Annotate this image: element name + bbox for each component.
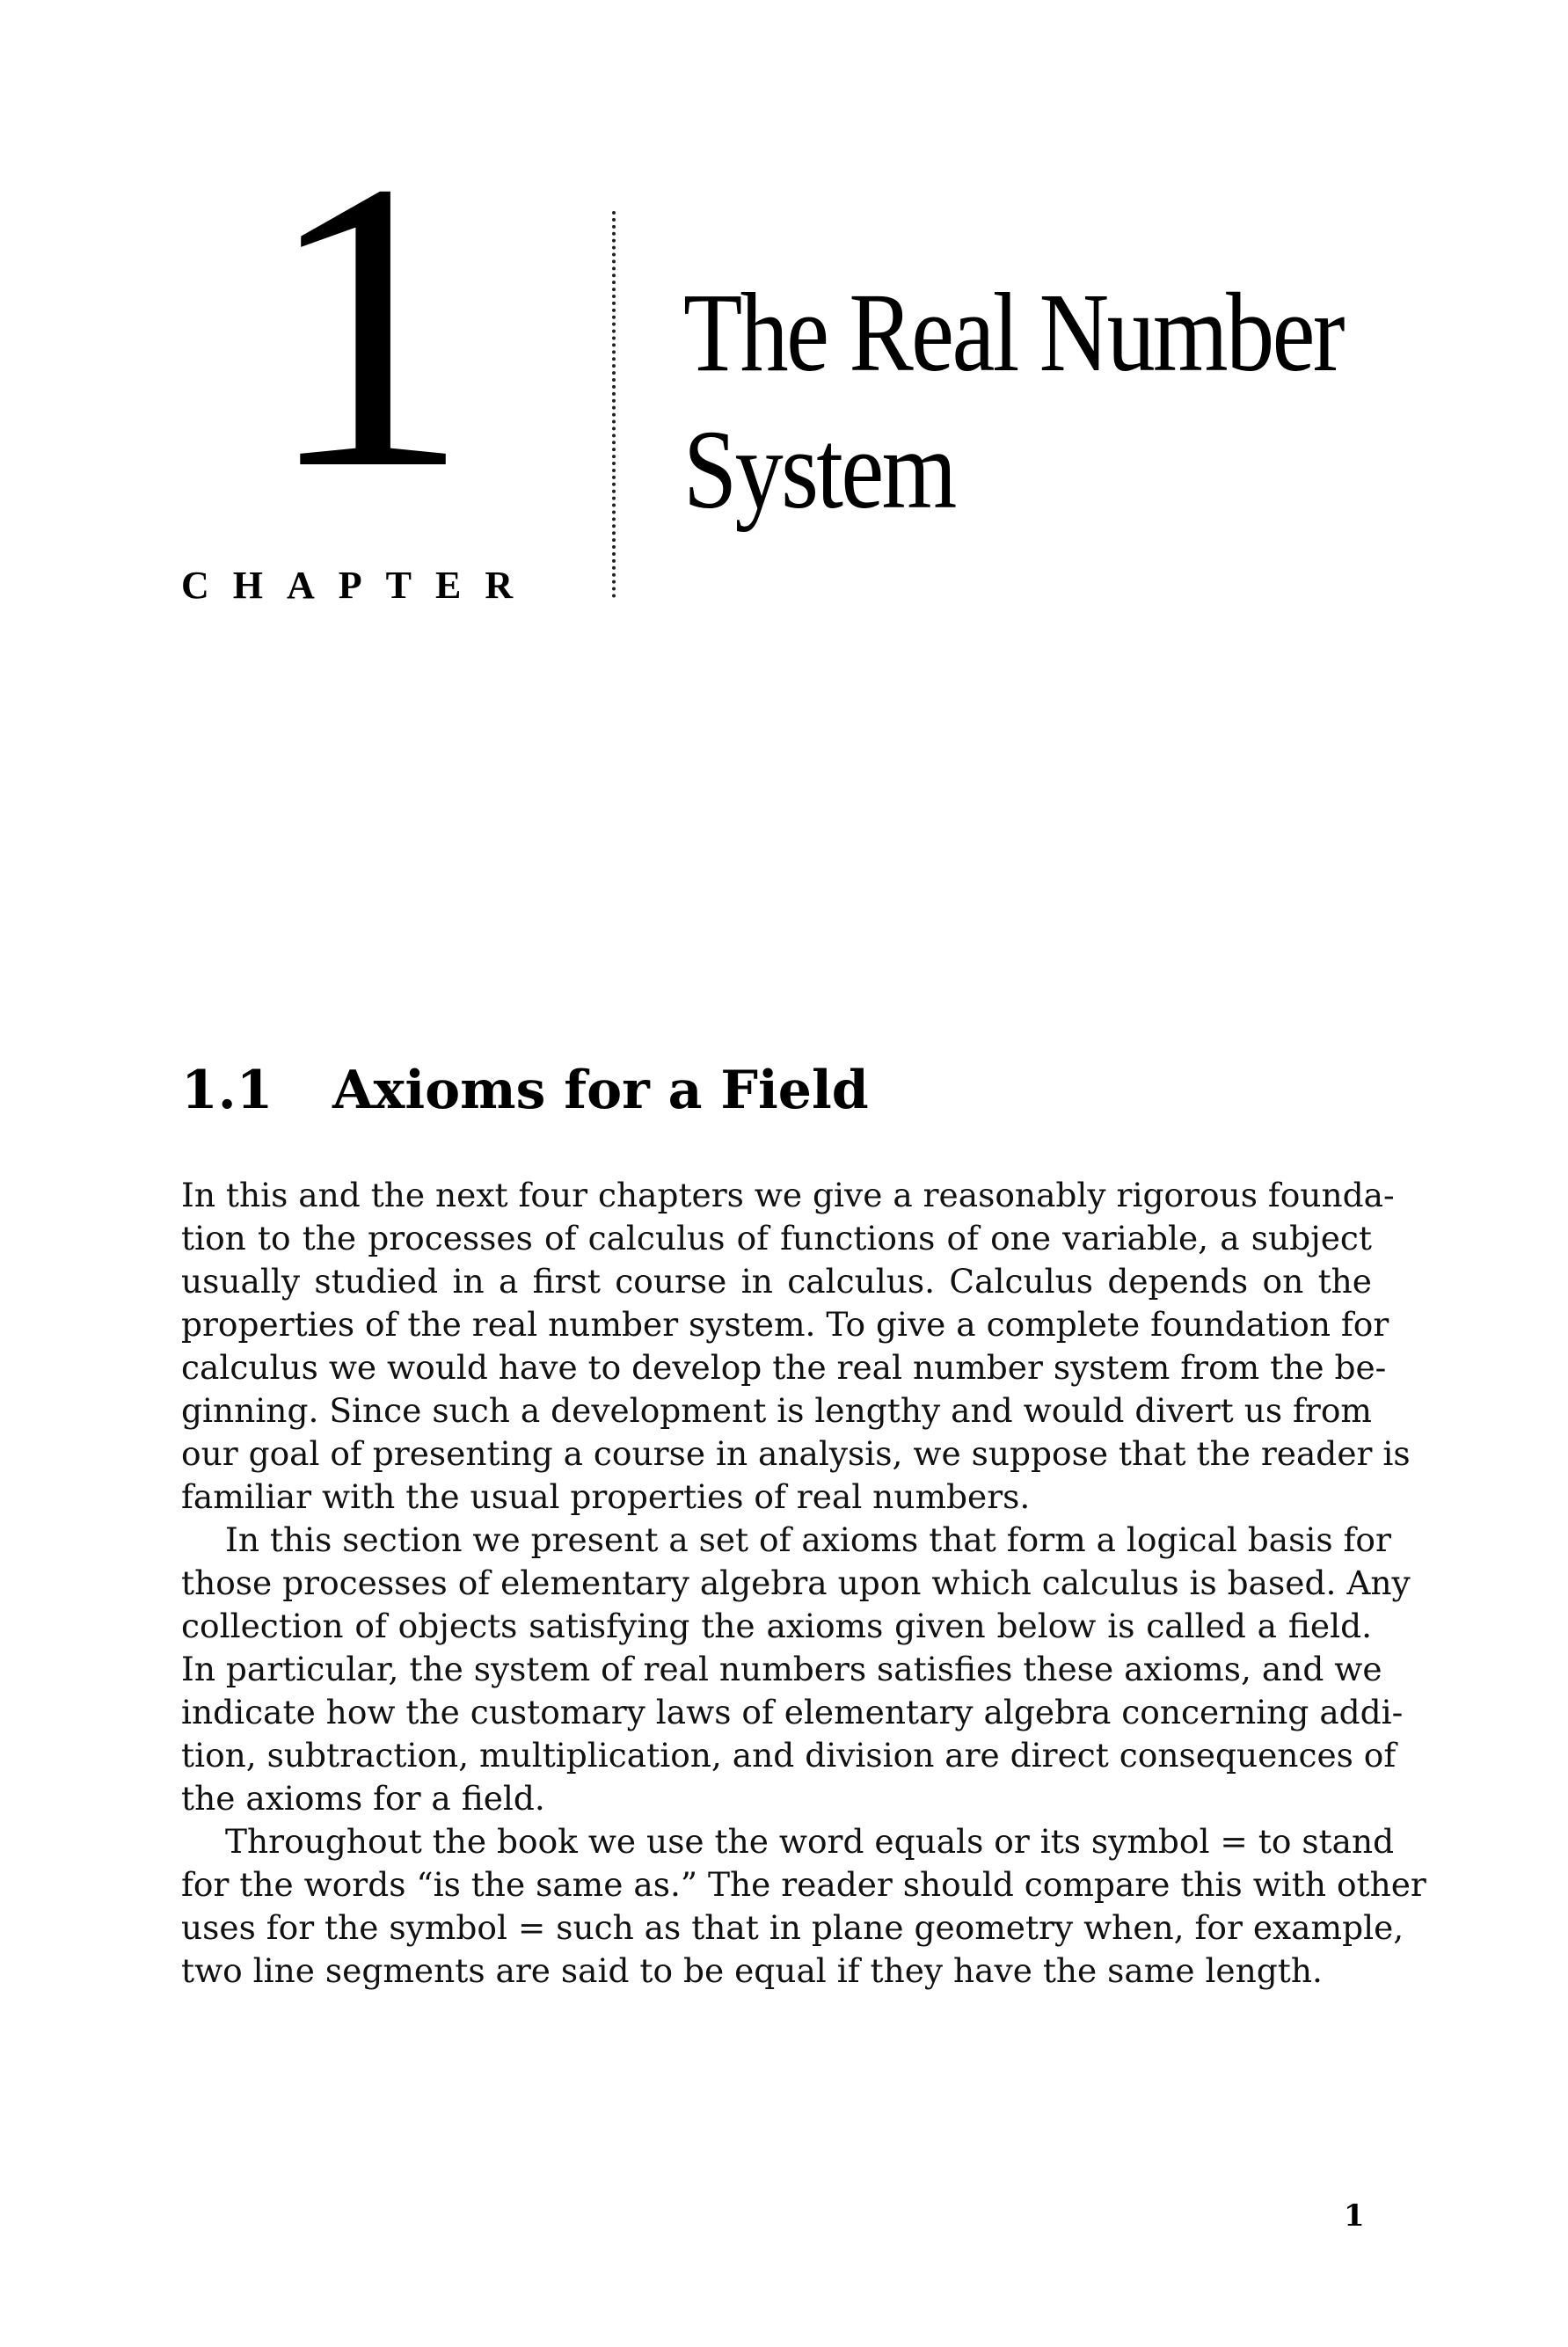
text-line: for the words “is the same as.” The reader should compare this with other — [181, 1865, 1426, 1904]
text-line: our goal of presenting a course in analysis, we suppose that the reader is — [181, 1434, 1411, 1473]
text-line: calculus we would have to develop the real number system from the be- — [181, 1348, 1387, 1387]
chapter-title-line-2: System — [683, 407, 955, 532]
chapter-title-line-1: The Real Number — [683, 270, 1343, 395]
text-line: Throughout the book we use the word equals or its symbol = to stand — [225, 1822, 1395, 1861]
text-line: tion to the processes of calculus of functions of one variable, a subject — [181, 1219, 1372, 1257]
text-line: ginning. Since such a development is lengthy and would divert us from — [181, 1391, 1372, 1430]
text-line: collection of objects satisfying the axioms given below is called a field. — [181, 1607, 1372, 1645]
chapter-label: CHAPTER — [181, 564, 537, 607]
page-number: 1 — [1344, 2198, 1365, 2234]
text-line: familiar with the usual properties of real numbers. — [181, 1477, 1031, 1516]
body-text — [181, 1174, 1426, 1993]
section-number: 1.1 — [181, 1060, 273, 1121]
text-line: indicate how the customary laws of elementary algebra concerning addi- — [181, 1693, 1404, 1731]
text-line: In particular, the system of real numbers satisfies these axioms, and we — [181, 1650, 1382, 1688]
text-line: two line segments are said to be equal if they have the same length. — [181, 1951, 1323, 1990]
paragraph-1 — [181, 1174, 1411, 1519]
chapter-number: 1 — [264, 96, 470, 554]
paragraph-3 — [181, 1820, 1426, 1993]
text-line: In this section we present a set of axioms that form a logical basis for — [225, 1520, 1391, 1559]
text-line: those processes of elementary algebra upon which calculus is based. Any — [181, 1563, 1411, 1602]
text-line: In this and the next four chapters we give a reasonably rigorous founda- — [181, 1176, 1395, 1214]
section-title: Axioms for a Field — [332, 1060, 869, 1121]
text-line: tion, subtraction, multiplication, and division are direct consequences of — [181, 1736, 1397, 1775]
chapter-divider-rule — [612, 211, 616, 598]
text-line: usually studied in a first course in calculus. Calculus depends on the — [181, 1262, 1372, 1301]
section-heading — [181, 1060, 869, 1121]
text-line: properties of the real number system. To give a complete foundation for — [181, 1305, 1389, 1344]
chapter-title — [683, 264, 1425, 538]
text-line: uses for the symbol = such as that in plane geometry when, for example, — [181, 1908, 1404, 1947]
text-line: the axioms for a field. — [181, 1779, 545, 1818]
paragraph-2 — [181, 1519, 1411, 1820]
